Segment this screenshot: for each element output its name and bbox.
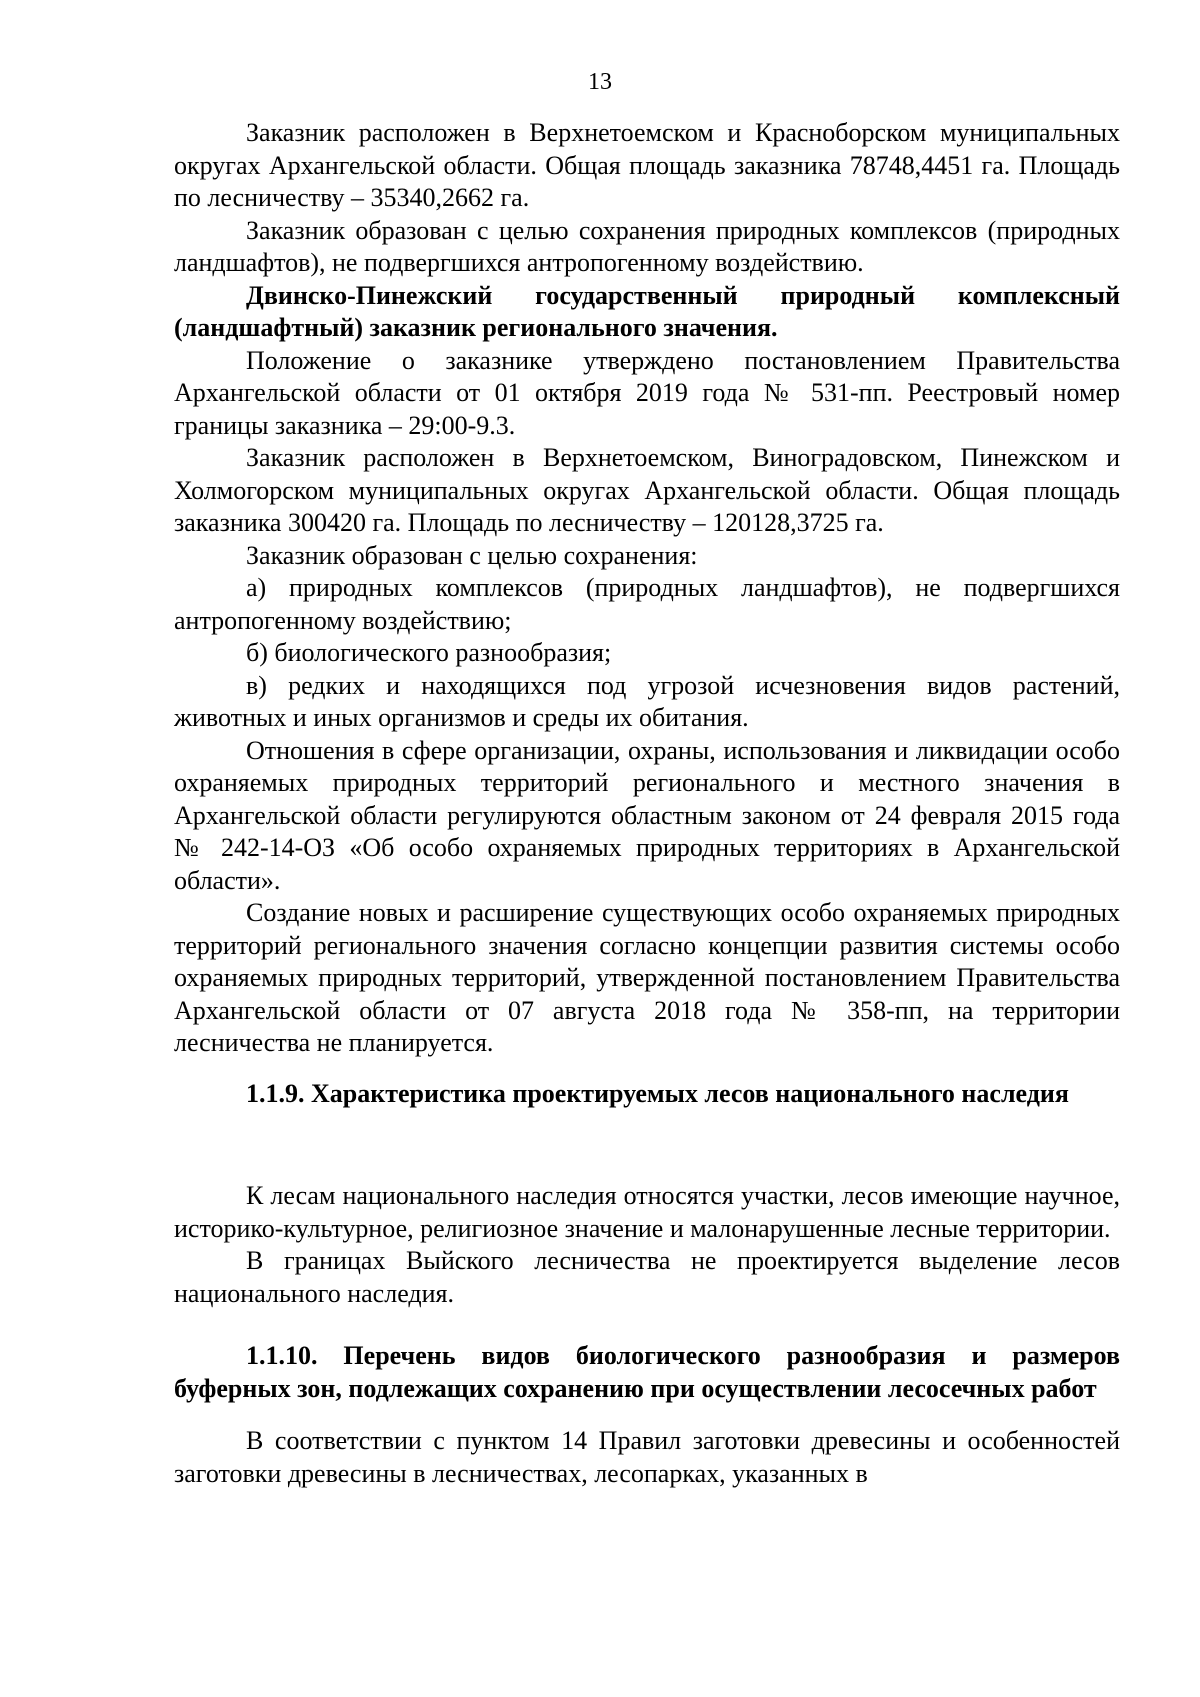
- paragraph: Создание новых и расширение существующих особо охраняемых природных территорий регионального значения согласно концепции развития системы особо охраняемых природных территорий, утвержденной постановлением Правительства Архангельской области от 07 августа 2018 года № 358-пп, на территории лесничества не планируется.: [174, 898, 1120, 1057]
- list-item: в) редких и находящихся под угрозой исчезновения видов растений, животных и иных организмов и среды их обитания.: [174, 670, 1120, 732]
- paragraph: В границах Выйского лесничества не проектируется выделение лесов национального наследия.: [174, 1246, 1120, 1308]
- list-item: а) природных комплексов (природных ландшафтов), не подвергшихся антропогенному воздействию;: [174, 573, 1120, 635]
- paragraph: Положение о заказнике утверждено постановлением Правительства Архангельской области от 01 октября 2019 года № 531-пп. Реестровый номер границы заказника – 29:00-9.3.: [174, 345, 1120, 440]
- heading-1-1-9: 1.1.9. Характеристика проектируемых лесов национального наследия: [246, 1078, 1069, 1108]
- section-title: Двинско-Пинежский государственный природный комплексный (ландшафтный) заказник регионального значения.: [174, 280, 1120, 342]
- page-number: 13: [588, 69, 612, 95]
- paragraph: Заказник расположен в Верхнетоемском, Виноградовском, Пинежском и Холмогорском муниципальных округах Архангельской области. Общая площадь заказника 300420 га. Площадь по лесничеству – 120128,3725 га.: [174, 443, 1120, 537]
- document-body: [174, 117, 1120, 1490]
- paragraph: Отношения в сфере организации, охраны, использования и ликвидации особо охраняемых природных территорий регионального и местного значения в Архангельской области регулируются областным законом от 24 февраля 2015 года № 242-14-ОЗ «Об особо охраняемых природных территориях в Архангельской области».: [174, 735, 1120, 895]
- heading-1-1-10: 1.1.10. Перечень видов биологического разнообразия и размеров буферных зон, подлежащих сохранению при осуществлении лесосечных работ: [174, 1341, 1120, 1403]
- list-item: б) биологического разнообразия;: [246, 638, 612, 667]
- paragraph: Заказник расположен в Верхнетоемском и Красноборском муниципальных округах Архангельской области. Общая площадь заказника 78748,4451 га. Площадь по лесничеству – 35340,2662 га.: [174, 118, 1120, 212]
- paragraph: Заказник образован с целью сохранения природных комплексов (природных ландшафтов), не подвергшихся антропогенному воздействию.: [174, 215, 1120, 277]
- paragraph: Заказник образован с целью сохранения:: [246, 540, 698, 570]
- paragraph: В соответствии с пунктом 14 Правил заготовки древесины и особенностей заготовки древесины в лесничествах, лесопарках, указанных в: [174, 1426, 1120, 1488]
- paragraph: К лесам национального наследия относятся участки, лесов имеющие научное, историко-культурное, религиозное значение и малонарушенные лесные территории.: [174, 1181, 1120, 1243]
